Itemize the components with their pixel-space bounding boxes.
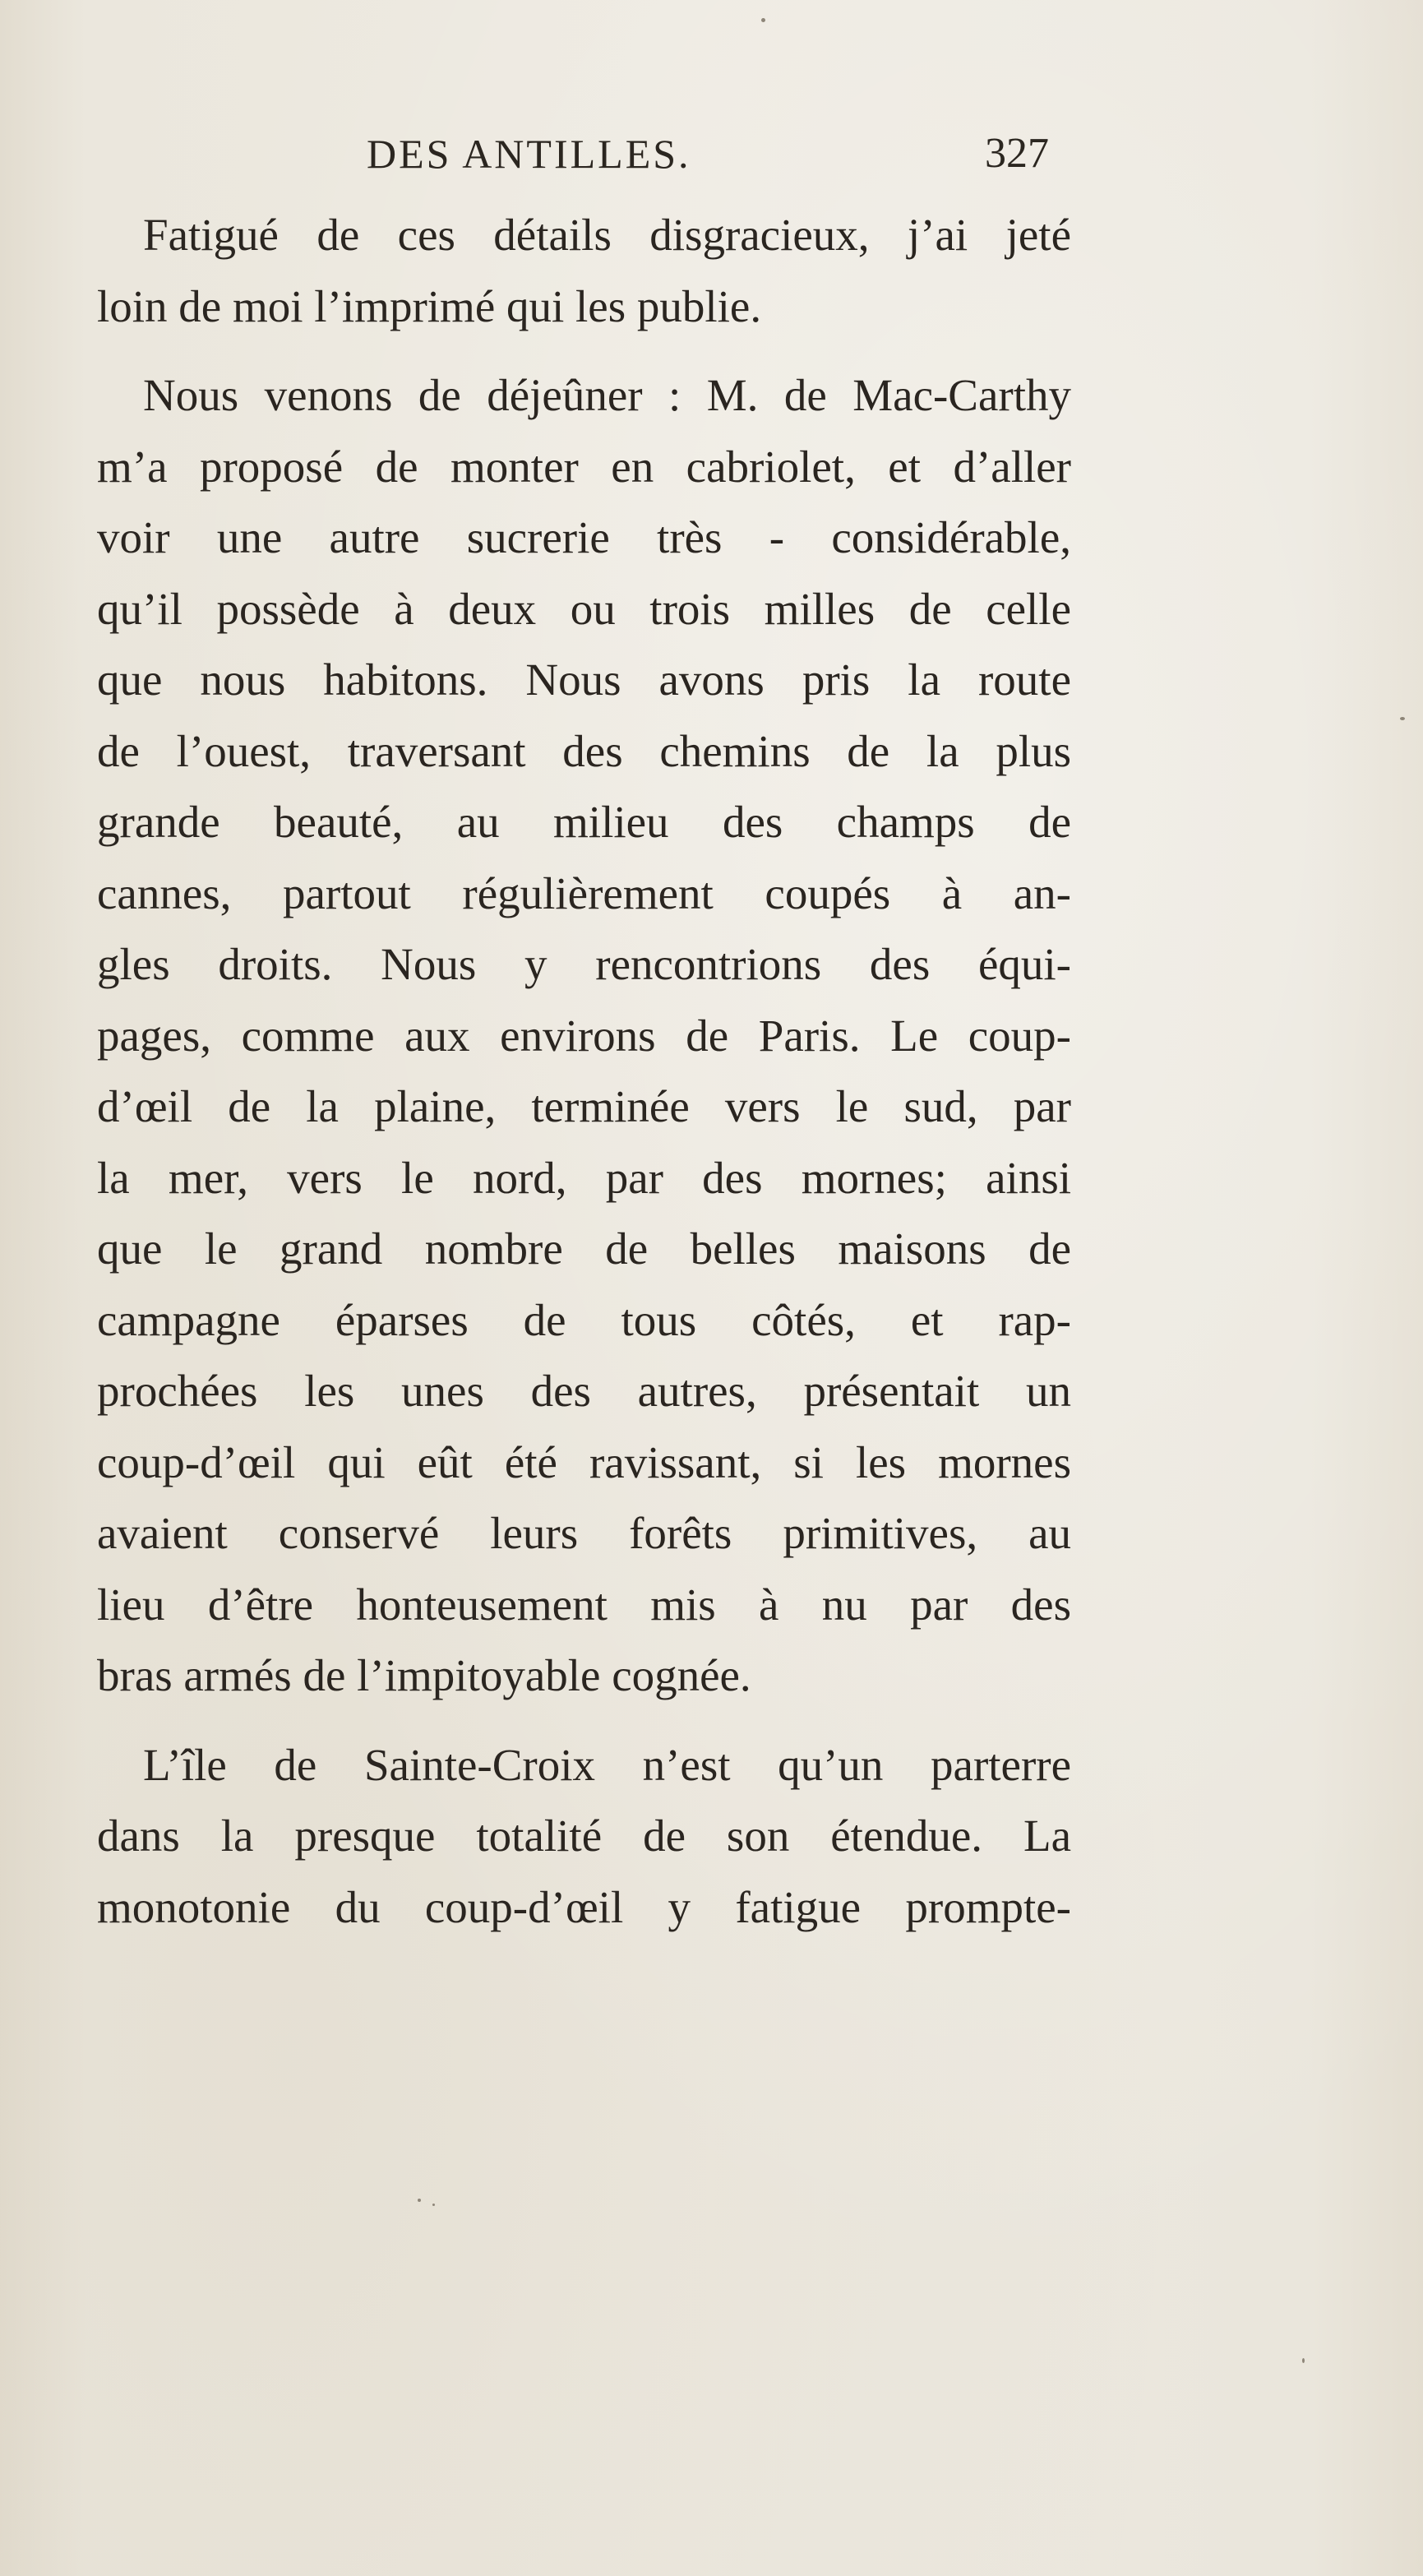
text-line: d’œil de la plaine, terminée vers le sud, par [97, 1081, 1071, 1131]
text-line: qu’il possède à deux ou trois milles de celle [97, 583, 1071, 634]
paper-speck [761, 18, 765, 22]
page-header [367, 125, 1049, 183]
paragraph-3 [97, 1730, 1071, 1944]
paragraph-gap [97, 342, 1071, 360]
text-line: que le grand nombre de belles maisons de [97, 1223, 1071, 1274]
text-line: prochées les unes des autres, présentait un [97, 1366, 1071, 1416]
text-line: m’a proposé de monter en cabriolet, et d’aller [97, 441, 1071, 492]
text-line: la mer, vers le nord, par des mornes; ainsi [97, 1152, 1071, 1203]
paper-speck [432, 2204, 435, 2206]
text-line: de l’ouest, traversant des chemins de la plus [97, 725, 1071, 776]
text-line: Nous venons de déjeûner : M. de Mac-Carthy [143, 370, 1071, 420]
text-line: voir une autre sucrerie très - considérable, [97, 512, 1071, 562]
text-line: grande beauté, au milieu des champs de [97, 797, 1071, 847]
body-text [97, 200, 1071, 1943]
text-line: que nous habitons. Nous avons pris la route [97, 654, 1071, 705]
text-line: bras armés de l’impitoyable cognée. [97, 1650, 751, 1700]
paper-speck [1400, 717, 1405, 720]
page-number: 327 [985, 130, 1049, 177]
text-line: gles droits. Nous y rencontrions des équi- [97, 939, 1071, 989]
text-line: lieu d’être honteusement mis à nu par des [97, 1579, 1071, 1630]
paragraph-1 [97, 200, 1071, 342]
text-line: loin de moi l’imprimé qui les publie. [97, 280, 762, 331]
text-line: cannes, partout régulièrement coupés à an- [97, 867, 1071, 918]
text-line: avaient conservé leurs forêts primitives, au [97, 1508, 1071, 1558]
paragraph-gap [97, 1712, 1071, 1730]
paper-speck [1302, 2358, 1305, 2363]
running-title: DES ANTILLES. [367, 131, 691, 177]
text-line: monotonie du coup-d’œil y fatigue prompte- [97, 1881, 1071, 1932]
text-line: Fatigué de ces détails disgracieux, j’ai jeté [143, 210, 1071, 260]
text-line: pages, comme aux environs de Paris. Le coup- [97, 1010, 1071, 1061]
text-line: coup-d’œil qui eût été ravissant, si les mornes [97, 1436, 1071, 1487]
paragraph-2 [97, 360, 1071, 1712]
paper-speck [418, 2199, 421, 2202]
text-line: campagne éparses de tous côtés, et rap- [97, 1294, 1071, 1345]
text-line: dans la presque totalité de son étendue. La [97, 1811, 1071, 1861]
text-line: L’île de Sainte-Croix n’est qu’un parterre [143, 1739, 1071, 1790]
